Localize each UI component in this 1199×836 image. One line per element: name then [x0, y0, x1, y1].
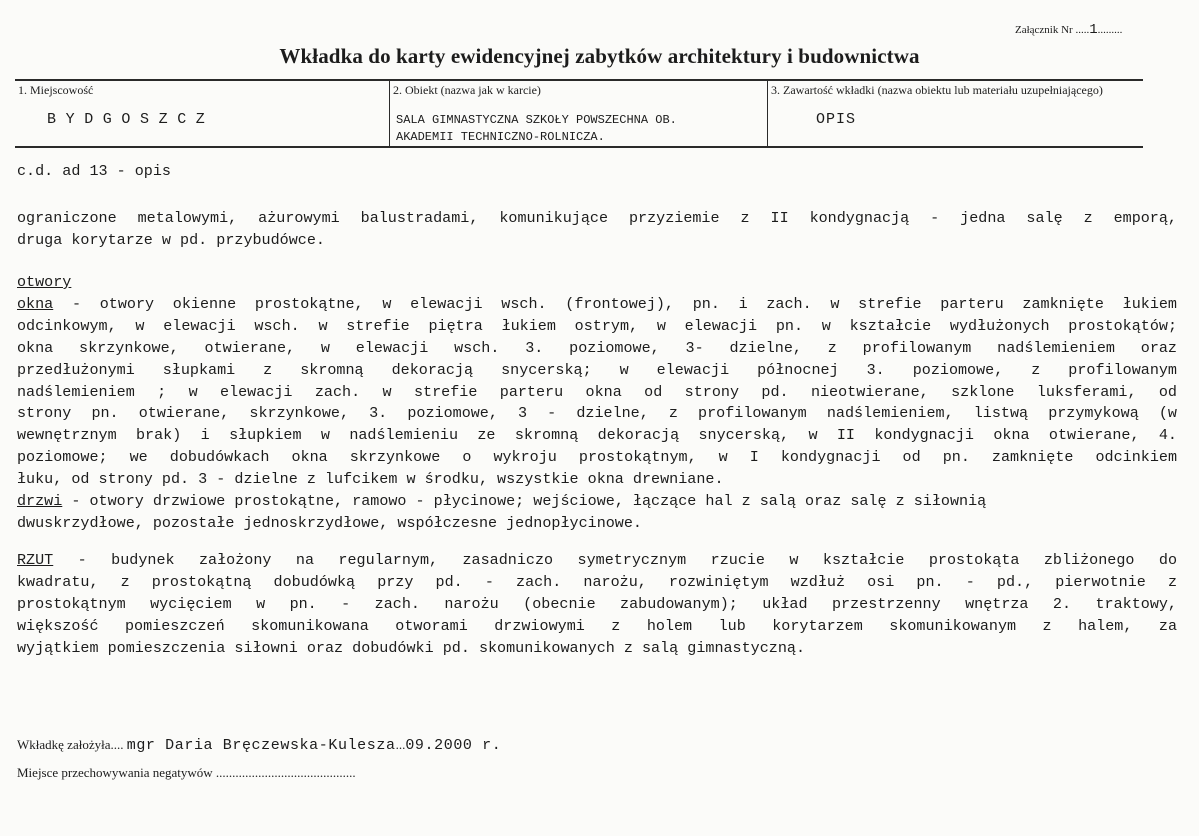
doors-text: - otwory drzwiowe prostokątne, ramowo - płycinowe; wejściowe, łączące hal z salą oraz salę z siłownią [62, 492, 987, 511]
created-by-line [17, 737, 501, 754]
locality-value: BYDGOSZCZ [47, 111, 215, 128]
contents-cell [767, 81, 1143, 146]
text-line: prostokątnym wycięciem w pn. - zach. narożu (obecnie zabudowanym); układ przestrzenny wnętrza 2. traktowy, [17, 594, 1177, 613]
openings-section [17, 272, 1177, 535]
negatives-label: Miejsce przechowywania negatywów [17, 765, 213, 780]
continuation-note [17, 161, 1177, 183]
contents-label: 3. Zawartość wkładki (nazwa obiektu lub materiału uzupełniającego) [771, 83, 1103, 97]
text-line: wyjątkiem pomieszczenia siłowni oraz dobudówki pd. skomunikowanych z salą gimnastyczną. [17, 638, 806, 657]
plan-term: RZUT [17, 551, 54, 569]
created-date-dots: ... [395, 737, 406, 752]
openings-heading: otwory [17, 273, 72, 291]
page-title: Wkładka do karty ewidencyjnej zabytków architektury i budownictwa [279, 44, 920, 68]
description-paragraph-1 [17, 208, 1177, 252]
created-by-label: Wkładkę założyła.... [17, 737, 124, 752]
text-line: okna skrzynkowe, otwierane, w elewacji wsch. 3. poziomowe, 3- dzielne, z profilowanym nadślemieniem oraz [17, 338, 1177, 357]
text-line: łuku, od strony pd. 3 - dzielne z lufcikem w środku, wszystkie okna drewniane. [17, 470, 724, 489]
attachment-dots-before: ..... [1075, 24, 1090, 36]
negatives-dots: ........................................... [215, 765, 356, 780]
text-line: druga korytarze w pd. przybudówce. [17, 230, 325, 249]
text-line: kwadratu, z prostokątną dobudówką przy pd. - zach. narożu, rozwiniętym wzdłuż osi pn. - pd., pierwotnie z [17, 572, 1177, 591]
attachment-value: 1 [1089, 22, 1098, 38]
object-value-line: SALA GIMNASTYCZNA SZKOŁY POWSZECHNA OB. [396, 113, 677, 127]
text-line: wewnętrznym brak) i słupkiem w nadślemieniu ze skromną dekoracją snycerską, w II kondygnacji okna otwierane, 4. [17, 426, 1177, 445]
text-line [17, 491, 1177, 513]
text-line: ograniczone metalowymi, ażurowymi balustradami, komunikujące przyziemie z II kondygnacją - jedna salę z emporą, [17, 209, 1177, 227]
object-label: 2. Obiekt (nazwa jak w karcie) [393, 83, 541, 97]
plan-text: - budynek założony na regularnym, zasadniczo symetrycznym rzucie w kształcie prostokąta zbliżonego do [53, 551, 1177, 569]
contents-value: OPIS [816, 111, 857, 128]
windows-term: okna [17, 294, 54, 313]
windows-text: - otwory okienne prostokątne, w elewacji wsch. (frontowej), pn. i zach. w strefie parteru zamknięte łukiem [53, 294, 1177, 313]
attachment-number [1015, 22, 1122, 38]
text-line: przedłużonymi słupkami z skromną dekoracją snycerską; w elewacji północnej 3. poziomowe, z profilowanym [17, 360, 1177, 379]
continuation-text: c.d. ad 13 - opis [17, 162, 171, 180]
text-line: większość pomieszczeń skomunikowana otworami drzwiowymi z holem lub korytarzem skomunikowanym z halem, za [17, 616, 1177, 635]
attachment-dots-after: ......... [1097, 24, 1123, 36]
created-by-name: mgr Daria Bręczewska-Kulesza [126, 737, 396, 754]
object-value [396, 112, 766, 146]
text-line: odcinkowym, w elewacji wsch. w strefie piętra łukiem ostrym, w elewacji pn. w kształcie wydłużonych prostokątów; [17, 316, 1177, 335]
object-cell [389, 81, 767, 146]
text-line [17, 550, 1177, 572]
negatives-storage-line [17, 765, 356, 781]
header-table [15, 79, 1143, 148]
text-line: nadślemieniem ; w elewacji zach. w strefie parteru okna od strony pd. nieotwierane, szklone luksferami, od [17, 382, 1177, 401]
text-line [17, 294, 1177, 316]
object-value-line: AKADEMII TECHNICZNO-ROLNICZA. [396, 130, 605, 144]
created-date: 09.2000 r. [405, 737, 502, 754]
locality-cell [15, 81, 389, 146]
plan-section [17, 550, 1177, 660]
text-line: poziomowe; we dobudówkach okna skrzynkowe o wykroju prostokątnym, w I kondygnacji od pn. zamknięte odcinkiem [17, 448, 1177, 467]
text-line: strony pn. otwierane, skrzynkowe, 3. poziomowe, 3 - dzielne, z profilowanym nadślemieniem, listwą przymykową (w [17, 404, 1177, 423]
locality-label: 1. Miejscowość [18, 83, 94, 97]
doors-term: drzwi [17, 492, 63, 511]
attachment-label: Załącznik Nr [1015, 24, 1073, 36]
text-line: dwuskrzydłowe, pozostałe jednoskrzydłowe, współczesne jednopłycinowe. [17, 513, 642, 532]
